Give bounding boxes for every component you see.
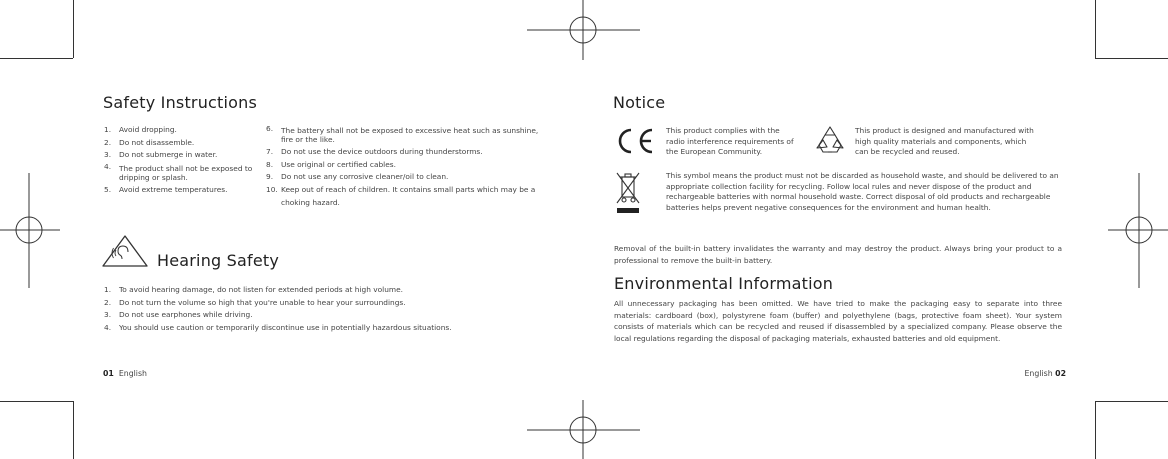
safety-list-col1 <box>104 124 256 197</box>
footer-language: English <box>118 369 147 378</box>
recycle-text: This product is designed and manufactured with high quality materials and components, which can be recycled and reused. <box>855 126 1034 157</box>
weee-bin-icon <box>613 170 643 216</box>
list-item: 1. To avoid hearing damage, do not listen for extended periods at high volume. <box>104 285 403 294</box>
safety-list-col2 <box>266 124 550 209</box>
list-item: 6. The battery shall not be exposed to excessive heat such as sunshine, fire or the like. <box>266 124 539 144</box>
notice-title: Notice <box>613 93 666 112</box>
hearing-list <box>104 284 554 335</box>
list-item: 4. You should use caution or temporarily discontinue use in potentially hazardous situations. <box>104 323 452 333</box>
list-item: 10. Keep out of reach of children. It contains small parts which may be a choking hazard. <box>266 185 536 207</box>
list-item: 2. Do not turn the volume so high that you're unable to hear your surroundings. <box>104 297 406 307</box>
battery-text: Removal of the built-in battery invalidates the warranty and may destroy the product. Always bring your product to a professional to remove the built-in battery. <box>614 244 1062 265</box>
list-item: 3. Do not submerge in water. <box>104 150 218 160</box>
weee-text: This symbol means the product must not be discarded as household waste, and should be delivered to an appropriate collection facility for recycling. Follow local rules and never dispose of the product and rechargeable batteries with normal household waste. Correct disposal of old products and rechargeable batteries helps prevent negative consequences for the environment and human health. <box>666 171 1059 212</box>
list-item: 3. Do not use earphones while driving. <box>104 310 253 320</box>
environmental-text: All unnecessary packaging has been omitted. We have tried to make the packaging easy to separate into three materials: cardboard (box), polystyrene foam (buffer) and polyethylene (bags, protective foam sheet). Your system consists of materials which can be recycled and reused if disassembled by a specialized company. Please observe the local regulations regarding the disposal of packaging materials, exhausted batteries and old equipment. <box>614 299 1062 343</box>
list-item: 2. Do not disassemble. <box>104 137 195 147</box>
list-item: 5. Avoid extreme temperatures. <box>104 185 228 195</box>
safety-title: Safety Instructions <box>103 93 258 112</box>
list-item: 9. Do not use any corrosive cleaner/oil to clean. <box>266 172 449 182</box>
list-item: 7. Do not use the device outdoors during thunderstorms. <box>266 147 483 156</box>
page-number: 01 <box>103 369 114 378</box>
list-item: 4. The product shall not be exposed to dripping or splash. <box>104 162 253 183</box>
list-item: 1. Avoid dropping. <box>104 125 177 134</box>
hearing-title: Hearing Safety <box>157 251 280 270</box>
right-page-footer <box>1010 369 1066 378</box>
ce-text: This product complies with the radio interference requirements of the European Community. <box>666 126 794 157</box>
recycle-icon <box>813 124 847 158</box>
footer-language: English <box>1024 369 1053 378</box>
hearing-warning-icon <box>101 234 149 268</box>
ce-mark-icon <box>612 126 656 156</box>
page-number: 02 <box>1055 369 1066 378</box>
environmental-title: Environmental Information <box>614 274 834 293</box>
left-page-footer <box>103 369 147 378</box>
list-item: 8. Use original or certified cables. <box>266 159 396 169</box>
